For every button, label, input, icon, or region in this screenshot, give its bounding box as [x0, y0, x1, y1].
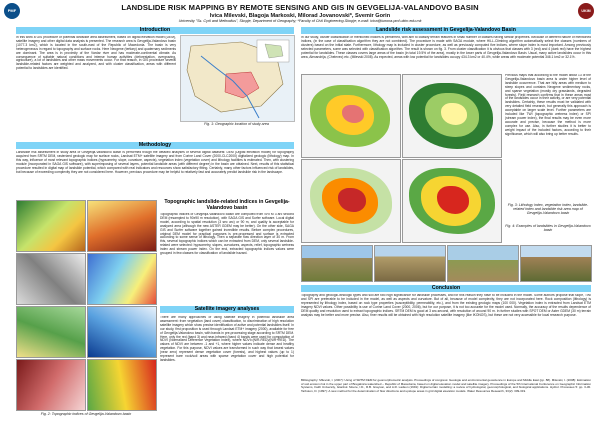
introduction-heading: Introduction — [16, 27, 294, 34]
topographic-text: Topographic indices of Gevgelija-Valandovo Basin are computed from SRTM 3 arc second DEM (resampled to 90x90 m resolution), with SAGA GIS and Surfer software. Local digital model, according to spatial resolution (3 sec arc) or 90 m, and quality is acceptable for analyzed area (although the new ASTER GDEM may be better). On the other side, SAGA GIS and Surfer software together gained incredible results. Before complex procedures, original DEM model for practical purposes is pre-processed and surface is extracted according to some sense of lithology. Then a separate flow direction layer of 30 m. From this, several topographic indices which can be extracted from DEM, only several landslide-related were selected: hypsometry, slopes, curvatures, aspects, relief, topographic wetness index and stream power index. On the end, extracted topographic indices values were grouped in few classes for classification of landslide hazard. — [160, 213, 294, 256]
conclusion-text: Topography and geologic-lithologic types and soil are two high significance for landslide processes, and for this reason they have to be included in the model. Some authors propose that slope, TWI and SPI are preferable to be included in the model, as well as aspects and curvature. But of all, because of model complexity, they are not incorporated here. Rock composition (lithology) is represented by lithology index, based on rock type properties (susceptibility, permeability, etc.), and from the existing geologic maps (100 000). Vegetation index is extracted from Landsat ETM imagery NDVI values. Other possibility is use of Corine Land Cover (2000, 2006), but for our purpose, it is not too accurate for the model used. Normally, the accuracy of the results dependence of DEM quality and resolution used to extract topographic indices. SRTM DEM is good at 3 arc-second, with resolution of around 90 m. In further studies with SPOT DEM or Aster GDEM (30 m) terrain analysis may be better and more precise. Also, finer results will be obtained with high resolution satellite imagery (like IKONOS), but these are not very accessible for local research purpose. — [301, 294, 591, 317]
landslide-risk-map — [402, 159, 502, 243]
introduction-text: In this work a GIS procedure of potential landslide area assessment, based on digital elevation model (DEM), satellite imagery and other digital data analysis is presented. The research area is Gevgelija-Valandovo basin (1077.3 km2), which is located in the south-east of the Republic of Macedonia. The basin is very heterogeneous in regard to topography and surface rocks. Here Neogene (tertiary) and quaternary sediments are dominant. The area is in proximity of the Vardar river and has moderate-continental climate. As consequence of suitable natural conditions and intense human activities (deforestation, overgrazing, agriculture), a lot of landslides and other mass movements occur. For that reason, in GIS procedure several landslide-related factors are weighted and analyzed, and with cluster classification, areas with different potential to landslides are identified. — [16, 36, 176, 71]
fig3-caption: Fig. 3: Lithology index, vegetation index, landslide-related index and landslide risk area map of Gevgelija-Valandovo basin — [507, 203, 589, 216]
landslide-photo-2 — [374, 245, 446, 282]
logo-left: PMF — [4, 3, 20, 19]
vegetation-map — [402, 74, 502, 158]
authors: Ivica Milevski, Blagoja Markoski, Milorad Jovanovski*, Svemir Gorin — [209, 12, 391, 19]
fig2-caption: Fig. 2: Topographic indices of Gevgelija-Valandovo basin — [40, 412, 132, 416]
topographic-heading: Topographic landslide-related indices in Gevgelija-Valandovo basin — [164, 199, 290, 211]
main-section-text: In our study, cluster classification of mentioned indices is performed, with aim to classify terrain features in small number of classes having similar properties. Because of different nature of mentioned indices, (in the case of classification algorithm they are not combined). The procedure is made with SAGA module, where HILL-Climbing algorithm automatically select the classes (numbers of clusters) based on the initial state. Furthermore, lithology map is included in cluster procedure, as well as previously computed five indices, where slope index is most important. Among previously selected parameters, some was selected with classification algorithm. The result is shown on fig. 3. From cluster classification it is obvious that classes with 3 (red) and 4 (dark red) have the highest potential for landslides. These classes covers large areas of the basin (in total 19.5% of the area), mostly in the lower parts of Gevgelija-Valandovo Basin. Usual, many active landslides occur in this area, Alexandrija, (Chelevec) etc. (Milevski 2008). As expected, areas with low potential for landslides occupy 434.3 km2 or 40.4%, while areas with moderate potential 346.1 km2 or 32.1%. — [301, 36, 591, 59]
index-panel-twi — [87, 306, 157, 358]
index-panel-spi — [16, 359, 86, 411]
methodology-text: Landslide risk assessment in study area of Gevgelija-Valandovo Basin is performed trough the detailed analyses of several digital datasets: DEM (Digital elevation model) for topography acquired from SRTM DEM, rasterized geologic map for surface rocks, Landsat ETM+ satellite imagery and from Corine Land Cover (2000-CLC2000) digitalized geologic (lithology) map. In this way, influence of most relevant topographic indices (hypsometry, slope, curvature, aspects), vegetation index (vegetation cover) and lithology facilities is estimated. Then, with clustering module (incorporated in SAGA GIS software), with superimposing of several layers, potential landslide areas (with different degree) in the basin are obtained. Next, results of this statistical procedure resulted in digital map of landslide potential, which compared with real indicators and resources show satisfactory fitting. Certainly, many other factors influenced risk of landslides, but because of exceeding complexity they are not considered here. However, previous procedure may be helpful to relatively fast and accurately predict landslide risk in the landscape. — [16, 151, 294, 174]
landslide-index-map — [301, 159, 401, 243]
landslide-photo-4 — [520, 245, 592, 282]
logo-right: UKIM — [578, 3, 594, 19]
affiliation: University "Ss. Cyril and Methodius", Skopje, Department of Geography; *Faculty of Civil Engineering-Skopje; e-mail: ivica@iunona.pmf.ukim.edu.mk — [178, 19, 422, 23]
fig1-caption: Fig. 1: Geographic location of study area — [204, 122, 269, 126]
main-section-heading: Landslide risk assessment in Gevgelija-Valandovo Basin — [301, 27, 591, 34]
topographic-indices-figure — [16, 200, 156, 410]
landslide-photo-3 — [447, 245, 519, 282]
lithology-map — [301, 74, 401, 158]
risk-maps-figure — [301, 74, 501, 242]
bibliography: Bibliography: Milevski, I. (2007): Using of SRTM DEM for geomorphometric analysis. Proceedings of congress: Geologie and environmental geoscience in Europe and Middle East (pp. 88). Milevski, I. (2008): Estimation of soil erosion risk in the upper part of Bregalnica watershed – Republic of Macedonia, based on digital elevation model and satellite imagery. Proceedings of the 5th International Conference on Geographic Information Systems, Fatih University, Istanbul. Moore, I.D., R.B. Grayson, and A.R. Ladson (1991): Digital terrain modelling: a review of hydrological, geomorphological, and biological applications. Hydrol. Processes 5: pp. 3-30. Tarboton, D. (1997): A new method for the determination of flow directions and upslope areas in grid digital elevation models. Water Resources Research, 33(2): 309-319. — [301, 379, 591, 393]
index-panel-hypsometry — [16, 200, 86, 252]
landslide-photo-1 — [301, 245, 373, 282]
satellite-text: There are many approaches of using satellite imagery in potential landslide area assessment: from vegetation (land cover) classification, to discrimination of high resolution satellite imagery which show precise identification of active and potential landslides itself. In our study, first proposition is used through Landsat ETM+ imagery (2000), available for free of Gevgelija-Valandovo basin, with bands in pre-processing stage according to SRTM DEM. Here, only the red (band 3) and near-infrared (band 4) bands were used for computation of NDVI (Normalized Difference Vegetation Index), where NDVI=(NIR-RED)/(NIR+RED). The values of NDVI are between -1 and +1, where higher values indicate dense and healthy vegetation. For this purpose, NDVI values are transformed in such way that lowest values (near zero) represent dense vegetation cover (forests), and highest values (up to 1) represent bare rock/soil areas with sparse vegetation cover and high potential for landslides. — [160, 316, 294, 362]
conclusion-heading: Conclusion — [301, 285, 591, 292]
location-map — [180, 35, 295, 122]
main-section-side-text: Previous maps that according to the model about 13 of the Gevgelija-Valandovo basin area is under higher level of landslide occurrence. That are hilly areas with medium to steep slopes and contains Neogene sedimentary rocks, and sparse vegetation (mostly dry grasslands, degraded forests). Field research confirms that in these areas most of the landslides occur in their activity, or are very potential landslides. Certainly, these results must be validated with very detailed field research, but generally this approach is acceptable on larger scale level. Further parameters are included like TWI (topographic wetness index) or SPI (stream power index), the final results may be even more accurate and precise, because the method is more complex for use. Also, in further studies it is better to weight impact of the included factors, according to their significance, which will also bring up better results. — [505, 74, 591, 136]
index-panel-aspect — [87, 253, 157, 305]
methodology-heading: Methodology — [16, 142, 294, 149]
index-panel-relief — [16, 306, 86, 358]
index-panel-landslide — [87, 359, 157, 411]
page-title: LANDSLIDE RISK MAPPING BY REMOTE SENSING AND GIS IN GEVGELIJA-VALANDOVO BASIN — [121, 3, 479, 12]
index-panel-slope — [87, 200, 157, 252]
landslide-photos — [301, 245, 591, 281]
fig4-caption: Fig. 4: Examples of landslides in Gevgelija-Valandovo basin — [505, 224, 591, 233]
satellite-heading: Satellite imagery analyses — [160, 306, 294, 313]
index-panel-curvature — [16, 253, 86, 305]
location-map-graphic — [181, 36, 294, 121]
